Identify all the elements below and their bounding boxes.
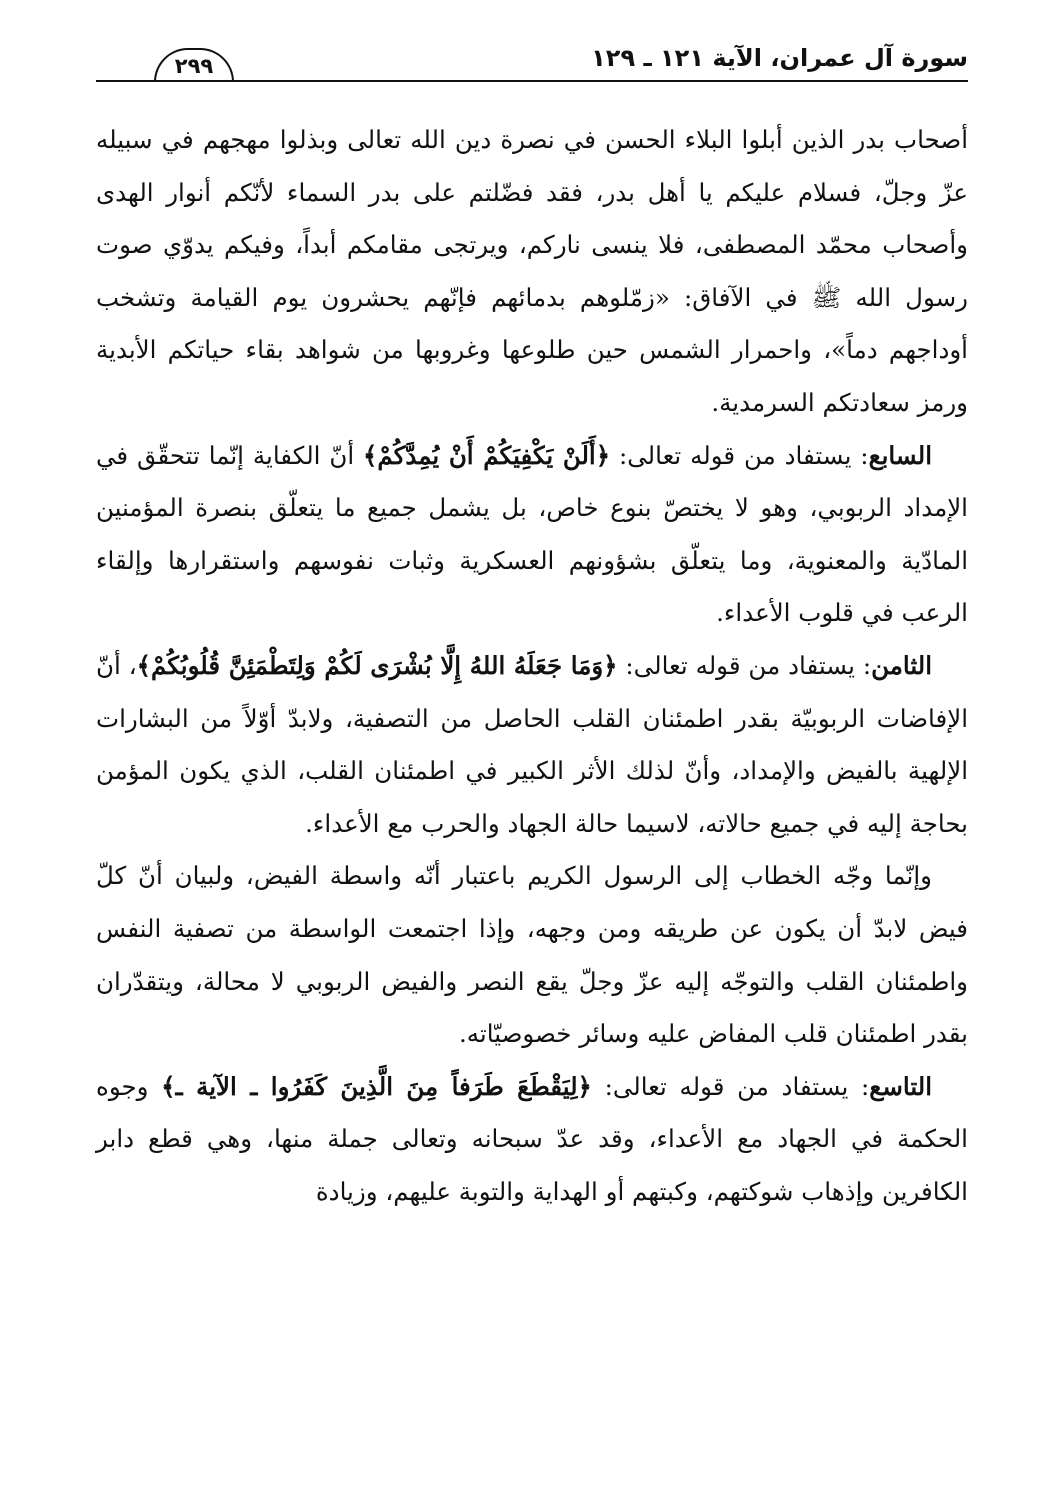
paragraph-ninth xyxy=(96,1061,968,1219)
verse-seventh: ﴿أَلَنْ يَكْفِيَكُمْ أَنْ يُمِدَّكُمْ﴾ xyxy=(363,440,611,470)
point-ninth-text: وجوه الحكمة في الجهاد مع الأعداء، وقد عدّ سبحانه وتعالى جملة منها، وهي قطع دابر الكافرين وإذهاب شوكتهم، وكبتهم أو الهداية والتوبة عليهم، وزيادة xyxy=(96,1071,968,1206)
body-text xyxy=(96,114,968,1218)
point-eighth-text: ، أنّ الإفاضات الربوبيّة بقدر اطمئنان القلب الحاصل من التصفية، ولابدّ أوّلاً من البشارات الإلهية بالفيض والإمداد، وأنّ لذلك الأثر الكبير في اطمئنان القلب، الذي يكون المؤمن بحاجة إليه في جميع حالاته، لاسيما حالة الجهاد والحرب مع الأعداء. xyxy=(96,650,968,838)
page-number: ٢٩٩ xyxy=(154,48,234,82)
point-seventh-text: أنّ الكفاية إنّما تتحقّق في الإمداد الربوبي، وهو لا يختصّ بنوع خاص، بل يشمل جميع ما يتعلّق بنصرة المؤمنين المادّية والمعنوية، وما يتعلّق بشؤونهم العسكرية وثبات نفوسهم واستقرارها وإلقاء الرعب في قلوب الأعداء. xyxy=(96,440,968,628)
verse-ninth: ﴿لِيَقْطَعَ طَرَفاً مِنَ الَّذِينَ كَفَرُوا ـ الآية ـ﴾ xyxy=(161,1071,592,1101)
point-ninth-intro: : يستفاد من قوله تعالى: xyxy=(591,1071,870,1101)
point-ninth-label: التاسع xyxy=(869,1071,932,1101)
paragraph-seventh xyxy=(96,430,968,640)
point-seventh-label: السابع xyxy=(868,440,933,470)
page-header xyxy=(96,40,968,86)
point-seventh-intro: : يستفاد من قوله تعالى: xyxy=(610,440,869,470)
running-title: سورة آل عمران، الآية ١٢١ ـ ١٢٩ xyxy=(591,44,968,72)
header-rule xyxy=(96,80,968,82)
paragraph-mediation: وإنّما وجّه الخطاب إلى الرسول الكريم باعتبار أنّه واسطة الفيض، ولبيان أنّ كلّ فيض لابدّ أن يكون عن طريقه ومن وجهه، وإذا اجتمعت الواسطة من تصفية النفس واطمئنان القلب والتوجّه إليه عزّ وجلّ يقع النصر والفيض الربوبي لا محالة، ويتقدّران بقدر اطمئنان قلب المفاض عليه وسائر خصوصيّاته. xyxy=(96,861,968,1049)
point-eighth-intro: : يستفاد من قوله تعالى: xyxy=(617,650,872,680)
paragraph-eighth xyxy=(96,640,968,850)
verse-eighth: ﴿وَمَا جَعَلَهُ اللهُ إِلَّا بُشْرَى لَكُمْ وَلِتَطْمَئِنَّ قُلُوبُكُمْ﴾ xyxy=(136,650,618,680)
paragraph-badr: أصحاب بدر الذين أبلوا البلاء الحسن في نصرة دين الله تعالى وبذلوا مهجهم في سبيله عزّ وجلّ، فسلام عليكم يا أهل بدر، فقد فضّلتم على بدر السماء لأنّكم أنوار الهدى وأصحاب محمّد المصطفى، فلا ينسى ناركم، ويرتجى مقامكم أبداً، وفيكم يدوّي صوت رسول الله ﷺ في الآفاق: «زمّلوهم بدمائهم فإنّهم يحشرون يوم القيامة وتشخب أوداجهم دماً»، واحمرار الشمس حين طلوعها وغروبها من شواهد بقاء حياتكم الأبدية ورمز سعادتكم السرمدية. xyxy=(96,125,968,417)
point-eighth-label: الثامن xyxy=(871,650,932,680)
